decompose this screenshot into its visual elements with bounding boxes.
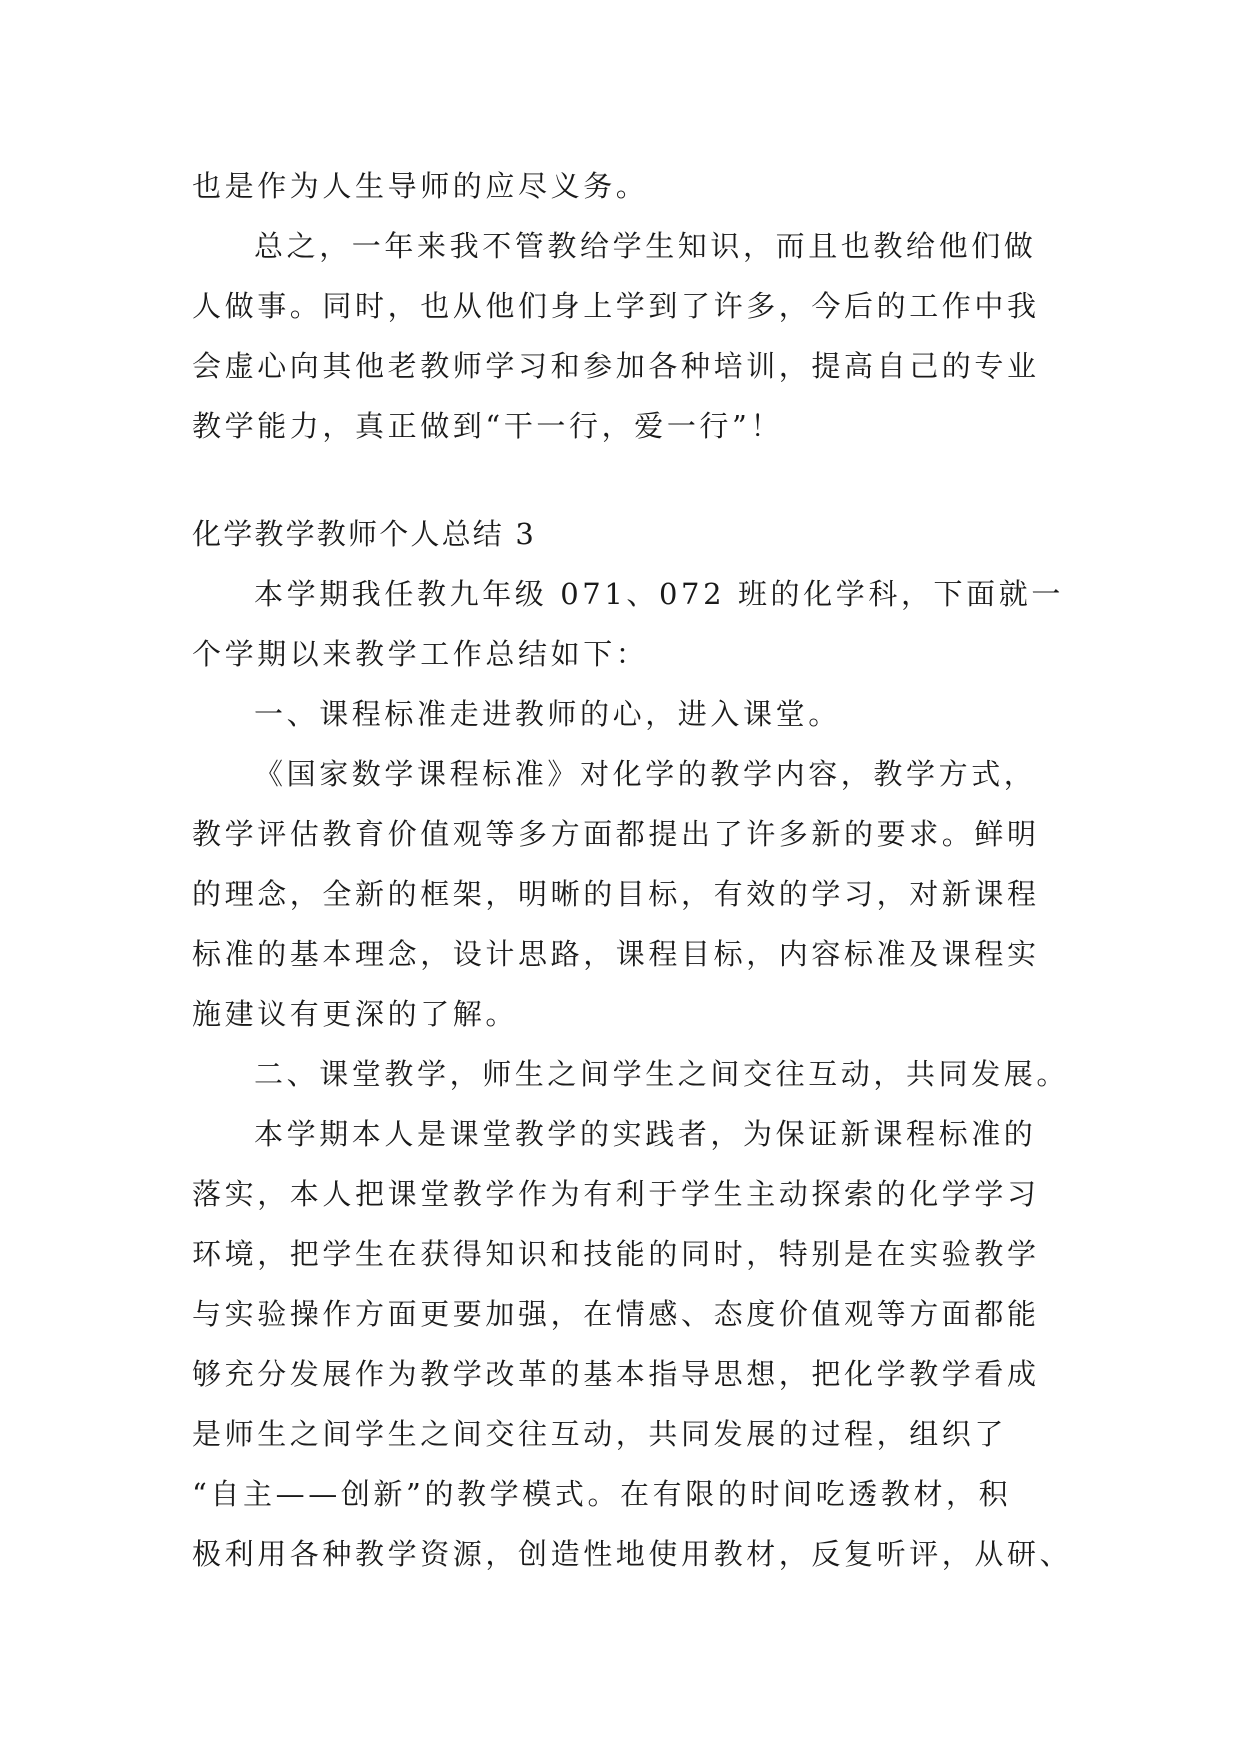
paragraph-first-line: 本学期我任教九年级 071、072 班的化学科，下面就一 — [254, 577, 1064, 611]
text-line: 环境，把学生在获得知识和技能的同时，特别是在实验教学 — [192, 1237, 1040, 1271]
paragraph-first-line: 《国家数学课程标准》对化学的教学内容，教学方式， — [254, 757, 1037, 791]
text-line: 教学能力，真正做到“干一行，爱一行”！ — [192, 409, 784, 443]
text-line: 的理念，全新的框架，明晰的目标，有效的学习，对新课程 — [192, 877, 1040, 911]
text-line: 极利用各种教学资源，创造性地使用教材，反复听评，从研、 — [192, 1537, 1073, 1571]
text-line: 教学评估教育价值观等多方面都提出了许多新的要求。鲜明 — [192, 817, 1040, 851]
text-line: 标准的基本理念，设计思路，课程目标，内容标准及课程实 — [192, 937, 1040, 971]
text-line: 与实验操作方面更要加强，在情感、态度价值观等方面都能 — [192, 1297, 1040, 1331]
text-line: 也是作为人生导师的应尽义务。 — [192, 169, 649, 203]
text-line: 施建议有更深的了解。 — [192, 997, 519, 1031]
paragraph-first-line: 本学期本人是课堂教学的实践者，为保证新课程标准的 — [254, 1117, 1037, 1151]
subheading-line: 一、课程标准走进教师的心，进入课堂。 — [254, 697, 841, 731]
text-line: 人做事。同时，也从他们身上学到了许多，今后的工作中我 — [192, 289, 1040, 323]
section-heading: 化学教学教师个人总结 3 — [192, 517, 537, 551]
text-line: 会虚心向其他老教师学习和参加各种培训，提高自己的专业 — [192, 349, 1040, 383]
text-line: “自主——创新”的教学模式。在有限的时间吃透教材，积 — [192, 1477, 1012, 1511]
text-line: 是师生之间学生之间交往互动，共同发展的过程，组织了 — [192, 1417, 1008, 1451]
text-line: 个学期以来教学工作总结如下： — [192, 637, 649, 671]
text-line: 落实，本人把课堂教学作为有利于学生主动探索的化学学习 — [192, 1177, 1040, 1211]
paragraph-first-line: 总之，一年来我不管教给学生知识，而且也教给他们做 — [254, 229, 1037, 263]
text-line: 够充分发展作为教学改革的基本指导思想，把化学教学看成 — [192, 1357, 1040, 1391]
subheading-line: 二、课堂教学，师生之间学生之间交往互动，共同发展。 — [254, 1057, 1070, 1091]
